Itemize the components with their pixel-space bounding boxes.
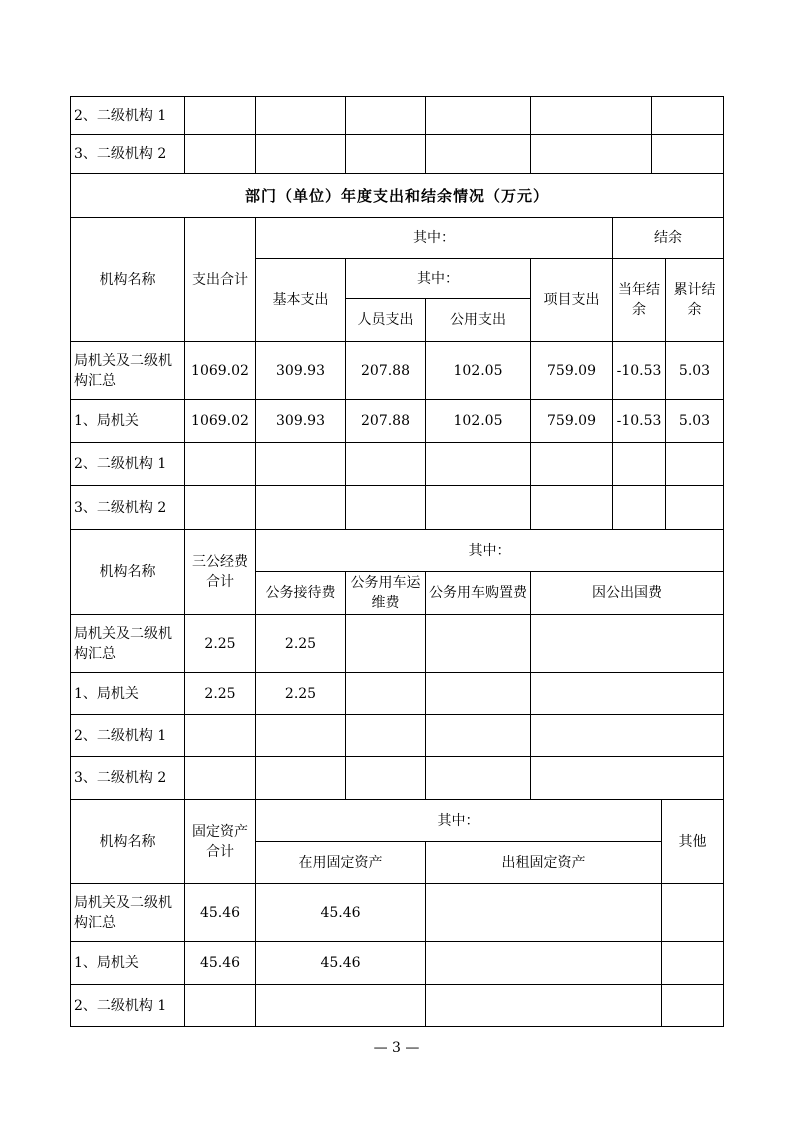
table-row: 1、局机关 1069.02 309.93 207.88 102.05 759.09 -10.53 5.03 <box>71 400 724 443</box>
table-row: 1、局机关 45.46 45.46 <box>71 942 724 985</box>
three-public-table <box>70 529 724 800</box>
table-row: 2、二级机构 1 <box>71 985 724 1027</box>
header-total: 三公经费合计 <box>185 530 256 615</box>
header-in-use: 在用固定资产 <box>256 842 426 884</box>
header-public: 公用支出 <box>426 299 531 342</box>
table-row: 3、二级机构 2 <box>71 757 724 800</box>
table-row: 1、局机关 2.25 2.25 <box>71 673 724 715</box>
header-reception: 公务接待费 <box>256 572 346 615</box>
table-row <box>71 135 724 174</box>
section-title: 部门（单位）年度支出和结余情况（万元） <box>71 174 724 218</box>
header-total: 固定资产合计 <box>185 800 256 884</box>
header-abroad: 因公出国费 <box>531 572 724 615</box>
header-cum-balance: 累计结余 <box>666 259 724 342</box>
table-row: 局机关及二级机构汇总 45.46 45.46 <box>71 884 724 942</box>
header-org-name: 机构名称 <box>71 530 185 615</box>
header-org-name: 机构名称 <box>71 218 185 342</box>
fixed-assets-table <box>70 799 724 1027</box>
header-among2: 其中： <box>346 259 531 299</box>
header-org-name: 机构名称 <box>71 800 185 884</box>
continuation-table <box>70 96 724 174</box>
header-among: 其中： <box>256 530 724 572</box>
header-car-purchase: 公务用车购置费 <box>426 572 531 615</box>
table-row <box>71 97 724 135</box>
header-total: 支出合计 <box>185 218 256 342</box>
header-balance: 结余 <box>613 218 724 259</box>
table-row: 3、二级机构 2 <box>71 486 724 530</box>
header-basic: 基本支出 <box>256 259 346 342</box>
expense-table <box>70 173 724 530</box>
row-name: 3、二级机构 2 <box>71 135 185 174</box>
table-row: 2、二级机构 1 <box>71 715 724 757</box>
header-project: 项目支出 <box>531 259 613 342</box>
table-row: 局机关及二级机构汇总 2.25 2.25 <box>71 615 724 673</box>
table-row: 局机关及二级机构汇总 1069.02 309.93 207.88 102.05 759.09 -10.53 5.03 <box>71 342 724 400</box>
page-number: — 3 — <box>373 1040 420 1056</box>
header-other: 其他 <box>662 800 724 884</box>
header-car-maint: 公务用车运维费 <box>346 572 426 615</box>
table-row: 2、二级机构 1 <box>71 443 724 486</box>
header-among: 其中： <box>256 800 662 842</box>
header-rented: 出租固定资产 <box>426 842 662 884</box>
header-personnel: 人员支出 <box>346 299 426 342</box>
header-year-balance: 当年结余 <box>613 259 666 342</box>
header-among: 其中： <box>256 218 613 259</box>
row-name: 2、二级机构 1 <box>71 97 185 135</box>
